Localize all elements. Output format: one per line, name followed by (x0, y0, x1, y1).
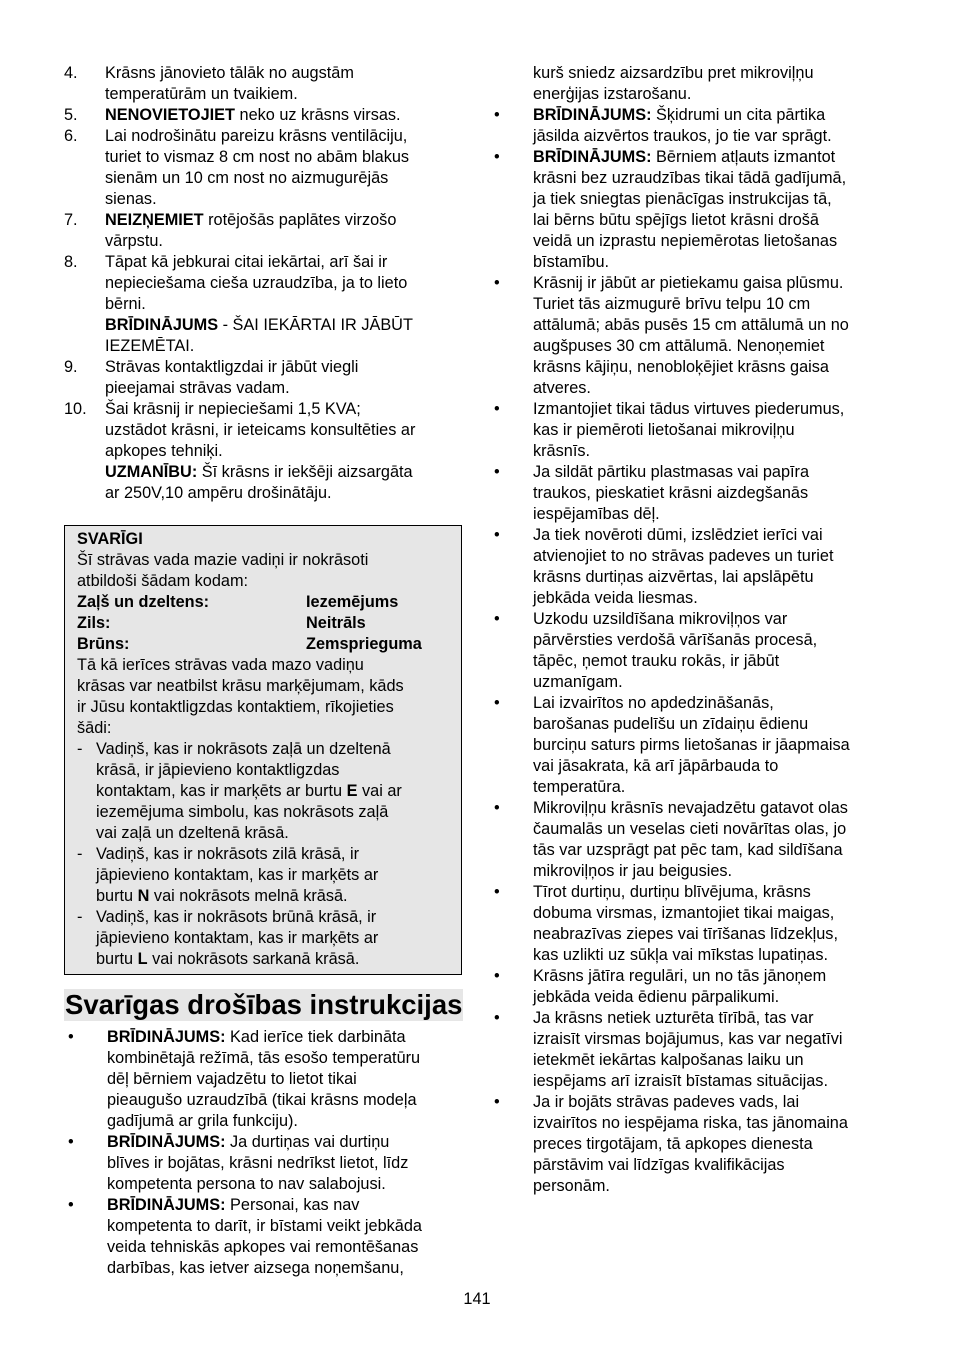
text-line: bērni. (105, 295, 146, 313)
text-line (533, 147, 890, 168)
dash-item (77, 739, 447, 844)
bullet-marker: • (494, 1009, 500, 1027)
continued-text (490, 63, 890, 105)
text-line: dobuma virsmas, izmantojiet tikai maigas, (533, 904, 835, 922)
bullet-item (490, 105, 890, 147)
box-dash-list (77, 739, 447, 970)
text-line: attālumā; abās pusēs 15 cm attālumā un no (533, 316, 849, 334)
wire-meaning (306, 613, 366, 634)
item-body (533, 966, 890, 1008)
text-line (107, 1195, 462, 1216)
bullet-marker: • (494, 463, 500, 481)
bold-label: BRĪDINĀJUMS: (107, 1133, 226, 1151)
bullet-marker: • (494, 799, 500, 817)
wire-color (77, 613, 306, 634)
bold-label: Zaļš un dzeltens: (77, 593, 210, 611)
text-line: bīstamību. (533, 253, 610, 271)
item-body (533, 1008, 890, 1092)
text-line: Izmantojiet tikai tādus virtuves piederumus, (533, 400, 845, 418)
wire-code-row (77, 592, 447, 613)
item-number: 10. (64, 400, 87, 418)
item-body (96, 844, 447, 907)
text-line: jāpievieno kontaktam, kas ir marķēts ar (96, 866, 379, 884)
text-line: blīves ir bojātas, krāsni nedrīkst lietot, līdz (107, 1154, 409, 1172)
text-line: ietekmēt iekārtas kalpošanas laiku un (533, 1051, 804, 1069)
text-line: Šī strāvas vada mazie vadiņi ir nokrāsoti (77, 551, 369, 569)
bold-label: Zemsprieguma (306, 635, 422, 653)
bold-letter: N (137, 887, 150, 905)
right-bullet-list (490, 105, 890, 1197)
text-line: traukos, pieskatiet krāsni aizdegšanās (533, 484, 809, 502)
right-column (490, 63, 890, 1197)
text-line: tāpēc, ņemot trauku rokās, ir jābūt (533, 652, 780, 670)
text-line: jāpievieno kontaktam, kas ir marķēts ar (96, 929, 379, 947)
text-line: Ja ir bojāts strāvas padeves vads, lai (533, 1093, 800, 1111)
text-line (96, 886, 447, 907)
bullet-marker: • (494, 610, 500, 628)
text-line: čaumalās un veselas cieti novārītas olas, jo (533, 820, 847, 838)
text-line: iespējams arī izraisīt bīstamas situācijas. (533, 1072, 828, 1090)
text-line: temperatūrām un tvaikiem. (105, 85, 298, 103)
text-line: atveres. (533, 379, 591, 397)
bullet-item (64, 1195, 462, 1279)
text-line: Ja tiek novēroti dūmi, izslēdziet ierīci vai (533, 526, 823, 544)
text-line: kombinētajā režīmā, tās esošo temperatūru (107, 1049, 421, 1067)
bullet-item (490, 1008, 890, 1092)
text-line: IEZEMĒTAI. (105, 337, 195, 355)
bold-letter: E (346, 782, 358, 800)
important-box (64, 525, 462, 975)
wire-meaning (306, 592, 398, 613)
bullet-item (490, 147, 890, 273)
numbered-item (64, 357, 462, 399)
numbered-item (64, 399, 462, 504)
box-intro (77, 550, 447, 592)
text-line: kas uzlikti uz sūkļa vai mīkstas lupatiņas. (533, 946, 828, 964)
text-line (107, 1132, 462, 1153)
text-run: - ŠAI IEKĀRTAI IR JĀBŪT (218, 316, 413, 334)
bold-label: BRĪDINĀJUMS: (533, 148, 652, 166)
item-body (533, 1092, 890, 1197)
item-body (107, 1195, 462, 1279)
text-line: augšpuses 30 cm attālumā. Nenoņemiet (533, 337, 825, 355)
text-run: rotējošās paplātes virzošo (203, 211, 397, 229)
wire-color (77, 634, 306, 655)
bullet-marker: • (494, 148, 500, 166)
text-line: kompetenta persona to nav salabojusi. (107, 1175, 386, 1193)
dash-item (77, 907, 447, 970)
text-line: iezemējuma simbolu, kas nokrāsots zaļā (96, 803, 389, 821)
text-line: darbības, kas ietver aizsega noņemšanu, (107, 1259, 404, 1277)
bold-label: BRĪDINĀJUMS: (107, 1028, 226, 1046)
item-number: 8. (64, 253, 78, 271)
text-line: jāsilda aizvērtos traukos, jo tie var sprāgt. (533, 127, 832, 145)
item-body (533, 798, 890, 882)
text-line (96, 781, 447, 802)
dash-marker: - (77, 908, 83, 926)
text-line: jebkāda veida ēdienu pārpalikumi. (533, 988, 780, 1006)
item-body (533, 693, 890, 798)
text-run: Kad ierīce tiek darbināta (225, 1028, 406, 1046)
item-body (105, 210, 462, 252)
left-bullet-list (64, 1027, 462, 1279)
text-line: vai zaļā un dzeltenā krāsā. (96, 824, 289, 842)
text-line: atbildoši šādam kodam: (77, 572, 249, 590)
text-line: Strāvas kontaktligzdai ir jābūt viegli (105, 358, 359, 376)
bold-label: NENOVIETOJIET (105, 106, 235, 124)
wire-code-row (77, 634, 447, 655)
text-line: pieejamai strāvas vadam. (105, 379, 290, 397)
text-line: gadījumā ar grila funkciju). (107, 1112, 298, 1130)
item-body (105, 252, 462, 357)
item-body (105, 105, 462, 126)
text-line: personām. (533, 1177, 610, 1195)
text-run: vai ar (357, 782, 402, 800)
text-run: burtu (96, 950, 138, 968)
text-line: vai jāsakrata, kā arī jāpārbauda to (533, 757, 779, 775)
text-line: ar 250V,10 ampēru drošinātāju. (105, 484, 332, 502)
text-run: Ja durtiņas vai durtiņu (225, 1133, 390, 1151)
bold-label: BRĪDINĀJUMS: (533, 106, 652, 124)
text-line: pārstāvim vai līdzīgas kvalifikācijas (533, 1156, 785, 1174)
item-body (105, 126, 462, 210)
text-line: Vadiņš, kas ir nokrāsots zilā krāsā, ir (96, 845, 360, 863)
numbered-item (64, 126, 462, 210)
bullet-marker: • (68, 1028, 74, 1046)
text-line: izvairītos no iespējama riska, tas jānomaina (533, 1114, 848, 1132)
text-line (105, 105, 462, 126)
dash-marker: - (77, 845, 83, 863)
item-body (96, 907, 447, 970)
text-line: ir Jūsu kontaktligzdas kontaktiem, rīkojieties (77, 698, 394, 716)
text-line (105, 315, 462, 336)
text-line: kurš sniedz aizsardzību pret mikroviļņu (533, 64, 814, 82)
text-line: jebkāda veida liesmas. (533, 589, 698, 607)
bullet-item (490, 609, 890, 693)
text-line: dēļ bērniem vajadzētu to lietot tikai (107, 1070, 357, 1088)
box-paragraph (77, 655, 447, 739)
text-line: krāsnīs. (533, 442, 591, 460)
text-line: Turiet tās aizmugurē brīvu telpu 10 cm (533, 295, 811, 313)
bullet-marker: • (494, 274, 500, 292)
numbered-item (64, 63, 462, 105)
item-body (105, 63, 462, 105)
text-line: vārpstu. (105, 232, 163, 250)
bullet-item (490, 462, 890, 525)
text-line: pieaugušo uzraudzībā (tikai krāsns modeļa (107, 1091, 417, 1109)
text-line: kompetenta to darīt, ir bīstami veikt jebkāda (107, 1217, 422, 1235)
item-body (96, 739, 447, 844)
dash-marker: - (77, 740, 83, 758)
text-line (96, 949, 447, 970)
bold-label: BRĪDINĀJUMS (105, 316, 219, 334)
text-run: Bērniem atļauts izmantot (651, 148, 836, 166)
bullet-item (490, 882, 890, 966)
bold-label: Brūns: (77, 635, 130, 653)
numbered-item (64, 252, 462, 357)
text-line: sienām un 10 cm nost no aizmugurējās (105, 169, 389, 187)
bullet-item (64, 1132, 462, 1195)
text-line: šādi: (77, 719, 112, 737)
text-run: kontaktam, kas ir marķēts ar burtu (96, 782, 347, 800)
text-line: lai bērns būtu spējīgs lietot krāsni drošā (533, 211, 819, 229)
text-line: burciņu saturs pirms lietošanas ir jāapmaisa (533, 736, 850, 754)
bold-label: NEIZŅEMIET (105, 211, 204, 229)
text-run: Šī krāsns ir iekšēji aizsargāta (197, 463, 413, 481)
bullet-item (64, 1027, 462, 1132)
bold-label: UZMANĪBU: (105, 463, 198, 481)
text-line (107, 1027, 462, 1048)
text-line: mikroviļņos ir jau beigusies. (533, 862, 733, 880)
text-line: Lai nodrošinātu pareizu krāsns ventilāciju, (105, 127, 408, 145)
text-line: krāsni bez uzraudzības tikai tādā gadījumā, (533, 169, 847, 187)
text-line: sienas. (105, 190, 157, 208)
bold-label: Iezemējums (306, 593, 399, 611)
text-line: tās var uzsprāgt pat pēc tam, kad sildīšana (533, 841, 843, 859)
bold-label: Zils: (77, 614, 111, 632)
item-body (533, 147, 890, 273)
text-run: vai nokrāsots melnā krāsā. (149, 887, 348, 905)
text-line: krāsns kājiņu, nenobloķējiet krāsns gaisa (533, 358, 829, 376)
text-line: Mikroviļņu krāsnīs nevajadzētu gatavot olas (533, 799, 848, 817)
text-line: apkopes tehniķi. (105, 442, 223, 460)
page-number: 141 (463, 1290, 491, 1308)
numbered-item (64, 105, 462, 126)
text-line: barošanas pudelīšu un zīdaiņu ēdienu (533, 715, 809, 733)
text-line: veidā un izprastu nepiemērotas lietošanas (533, 232, 838, 250)
bullet-marker: • (68, 1133, 74, 1151)
item-number: 6. (64, 127, 78, 145)
bullet-marker: • (68, 1196, 74, 1214)
item-body (107, 1132, 462, 1195)
bullet-item (490, 1092, 890, 1197)
text-line: preces tirgotājam, tā apkopes dienesta (533, 1135, 813, 1153)
text-line: Krāsns jātīra regulāri, un no tās jānoņem (533, 967, 827, 985)
bullet-marker: • (494, 883, 500, 901)
text-line: Uzkodu uzsildīšana mikroviļņos var (533, 610, 788, 628)
wire-code-table (77, 592, 447, 655)
text-line: pārvērsties verdošā vārīšanās procesā, (533, 631, 818, 649)
wire-meaning (306, 634, 422, 655)
bullet-item (490, 966, 890, 1008)
text-line: veida tehniskās apkopes vai remontēšanas (107, 1238, 419, 1256)
item-body (533, 462, 890, 525)
bullet-marker: • (494, 526, 500, 544)
text-line: atvienojiet to no strāvas padeves un turiet (533, 547, 834, 565)
text-run: Šķidrumi un cita pārtika (651, 106, 826, 124)
text-line: iespējamības dēļ. (533, 505, 660, 523)
text-line: nepieciešama cieša uzraudzība, ja to lieto (105, 274, 408, 292)
text-line: uzmanīgam. (533, 673, 623, 691)
bullet-item (490, 399, 890, 462)
item-body (533, 273, 890, 399)
text-line: neabrazīvas ziepes vai tīrīšanas līdzekļus, (533, 925, 838, 943)
bold-label: Neitrāls (306, 614, 366, 632)
text-line: Lai izvairītos no apdedzināšanās, (533, 694, 774, 712)
text-line: Ja sildāt pārtiku plastmasas vai papīra (533, 463, 810, 481)
bullet-marker: • (494, 694, 500, 712)
text-line: kas ir piemēroti lietošanai mikroviļņu (533, 421, 795, 439)
text-line: uzstādot krāsni, ir ieteicams konsultēties ar (105, 421, 416, 439)
text-line: Tāpat kā jebkurai citai iekārtai, arī šai ir (105, 253, 388, 271)
text-line: krāsā, ir jāpievieno kontaktligzdas (96, 761, 340, 779)
item-number: 5. (64, 106, 78, 124)
item-body (105, 357, 462, 399)
bullet-marker: • (494, 967, 500, 985)
text-line: Vadiņš, kas ir nokrāsots zaļā un dzeltenā (96, 740, 391, 758)
bullet-item (490, 273, 890, 399)
item-number: 4. (64, 64, 78, 82)
item-body (533, 525, 890, 609)
text-line (533, 105, 890, 126)
text-line (105, 462, 462, 483)
text-line: Krāsns jānovieto tālāk no augstām (105, 64, 354, 82)
text-line: izraisīt virsmas bojājumus, kas var negatīvi (533, 1030, 843, 1048)
bullet-item (490, 525, 890, 609)
text-line: Tīrot durtiņu, durtiņu blīvējuma, krāsns (533, 883, 811, 901)
item-body (533, 882, 890, 966)
bullet-marker: • (494, 106, 500, 124)
item-number: 7. (64, 211, 78, 229)
text-line: temperatūra. (533, 778, 626, 796)
item-body (533, 105, 890, 147)
bullet-item (490, 693, 890, 798)
text-line: enerģijas izstarošanu. (533, 85, 692, 103)
numbered-list (64, 63, 462, 504)
bullet-marker: • (494, 1093, 500, 1111)
numbered-item (64, 210, 462, 252)
dash-item (77, 844, 447, 907)
text-run: neko uz krāsns virsas. (234, 106, 401, 124)
bold-label: BRĪDINĀJUMS: (107, 1196, 226, 1214)
text-line: turiet to vismaz 8 cm nost no abām blakus (105, 148, 410, 166)
item-number: 9. (64, 358, 78, 376)
text-line (105, 210, 462, 231)
bullet-marker: • (494, 400, 500, 418)
text-line: Ja krāsns netiek uzturēta tīrībā, tas var (533, 1009, 814, 1027)
text-line: krāsas var neatbilst krāsu marķējumam, kāds (77, 677, 404, 695)
text-line: Vadiņš, kas ir nokrāsots brūnā krāsā, ir (96, 908, 377, 926)
bullet-item (490, 798, 890, 882)
box-title: SVARĪGI (77, 530, 143, 548)
item-body (107, 1027, 462, 1132)
wire-code-row (77, 613, 447, 634)
text-line: Tā kā ierīces strāvas vada mazo vadiņu (77, 656, 364, 674)
text-line: ja tiek sniegtas pienācīgas instrukcijas tā, (533, 190, 832, 208)
left-column (64, 63, 462, 1279)
item-body (533, 609, 890, 693)
text-line: Šai krāsnij ir nepieciešami 1,5 KVA; (105, 400, 361, 418)
item-body (105, 399, 462, 504)
item-body (533, 399, 890, 462)
wire-color (77, 592, 306, 613)
section-heading: Svarīgas drošības instrukcijas (65, 989, 463, 1020)
text-run: vai nokrāsots sarkanā krāsā. (147, 950, 360, 968)
bold-letter: L (137, 950, 148, 968)
text-line: Krāsnij ir jābūt ar pietiekamu gaisa plūsmu. (533, 274, 844, 292)
text-run: burtu (96, 887, 138, 905)
text-line: krāsns durtiņas aizvērtas, lai apslāpētu (533, 568, 814, 586)
text-run: Personai, kas nav (225, 1196, 360, 1214)
